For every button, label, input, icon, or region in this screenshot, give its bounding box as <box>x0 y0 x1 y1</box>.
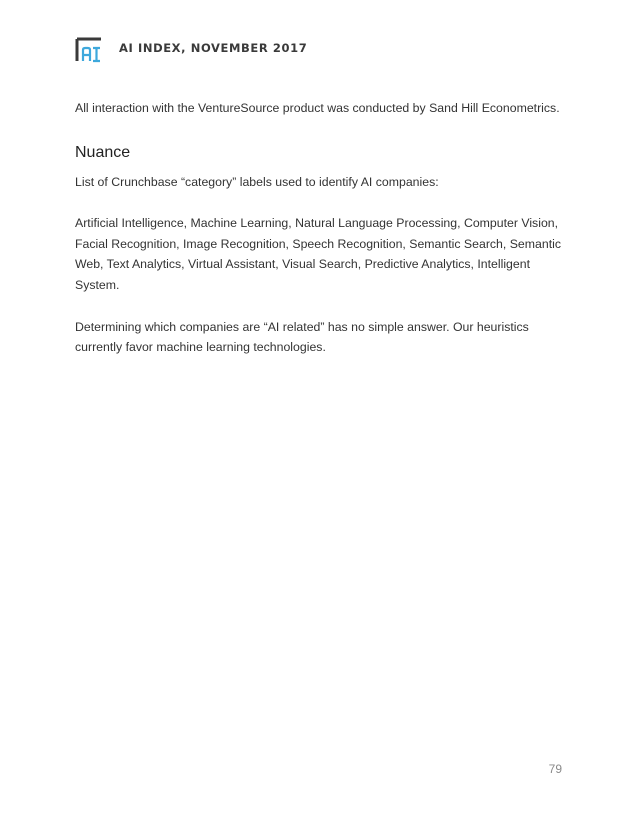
page-number: 79 <box>548 762 562 776</box>
categories-paragraph: Artificial Intelligence, Machine Learning, Natural Language Processing, Computer Vision, Facial Recognition, Image Recognition, Speech Recognition, Semantic Search, Semantic Web, Text Analytics, Virtual Assistant, Visual Search, Predictive Analytics, Intelligent System. <box>75 216 561 292</box>
section-heading: Nuance <box>75 143 131 161</box>
header-title: AI INDEX, NOVEMBER 2017 <box>119 41 308 55</box>
ai-logo-icon <box>75 37 103 63</box>
intro-paragraph: All interaction with the VentureSource product was conducted by Sand Hill Econometrics. <box>75 101 560 115</box>
closing-paragraph: Determining which companies are “AI related” has no simple answer. Our heuristics currently favor machine learning technologies. <box>75 319 529 355</box>
ai-index-logo <box>75 37 103 63</box>
list-label-paragraph: List of Crunchbase “category” labels used to identify AI companies: <box>75 174 439 189</box>
page-content <box>75 98 565 358</box>
page-header <box>75 37 307 63</box>
